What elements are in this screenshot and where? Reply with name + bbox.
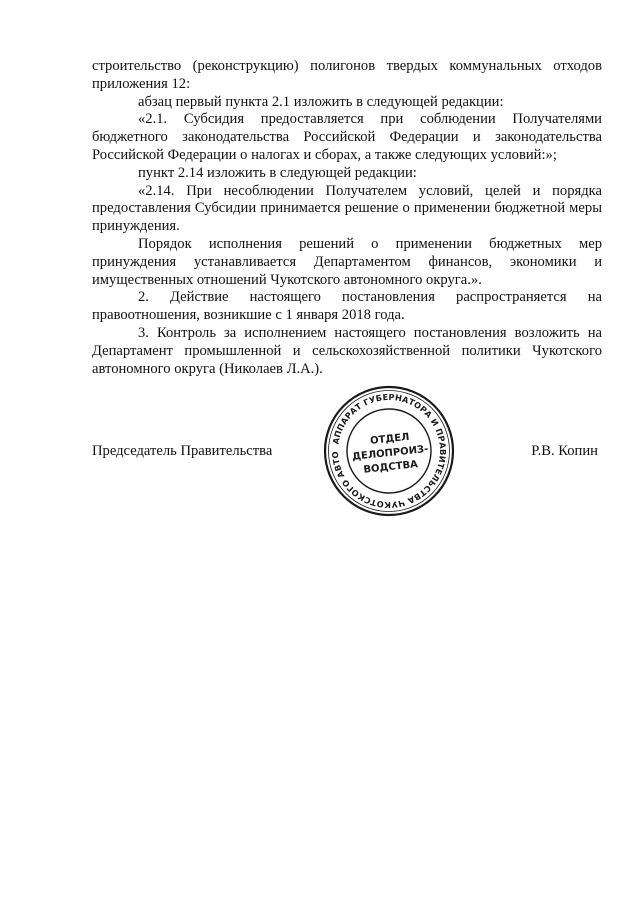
stamp-center-line2: ДЕЛОПРОИЗ- <box>351 443 429 463</box>
paragraph-1: строительство (реконструкцию) полигонов твердых коммунальных отходов приложения 12: <box>92 58 602 92</box>
stamp-center-line3: ВОДСТВА <box>363 459 419 476</box>
signatory-name: Р.В. Копин <box>531 443 598 459</box>
document-body <box>92 58 602 378</box>
stamp-center-line1: ОТДЕЛ <box>369 431 410 447</box>
paragraph-2: абзац первый пункта 2.1 изложить в следующей редакции: <box>138 93 504 110</box>
paragraph-7: 2. Действие настоящего постановления распространяется на правоотношения, возникшие с 1 января 2018 года. <box>92 289 602 324</box>
paragraph-4: пункт 2.14 изложить в следующей редакции: <box>138 164 417 181</box>
paragraph-5: «2.14. При несоблюдении Получателем условий, целей и порядка предоставления Субсидии принимается решение о применении бюджетной меры принуждения. <box>92 182 602 235</box>
official-stamp <box>322 384 456 518</box>
stamp-ring-text: АППАРАТ ГУБЕРНАТОРА И ПРАВИТЕЛЬСТВА ЧУКОТСКОГО АВТО <box>329 391 449 511</box>
paragraph-8: 3. Контроль за исполнением настоящего постановления возложить на Департамент промышленной и сельскохозяйственной политики Чукотского автономного округа (Николаев Л.А.). <box>92 324 602 377</box>
paragraph-3: «2.1. Субсидия предоставляется при соблюдении Получателями бюджетного законодательства Российской Федерации и законодательства Российской Федерации о налогах и сборах, а также следующих условий:»; <box>92 111 602 163</box>
svg-text:АППАРАТ ГУБЕРНАТОРА И ПРАВИТЕЛ <box>322 384 448 510</box>
signatory-position: Председатель Правительства <box>92 443 273 459</box>
paragraph-6: Порядок исполнения решений о применении бюджетных мер принуждения устанавливается Департаментом финансов, экономики и имущественных отношений Чукотского автономного округа.». <box>92 235 602 288</box>
